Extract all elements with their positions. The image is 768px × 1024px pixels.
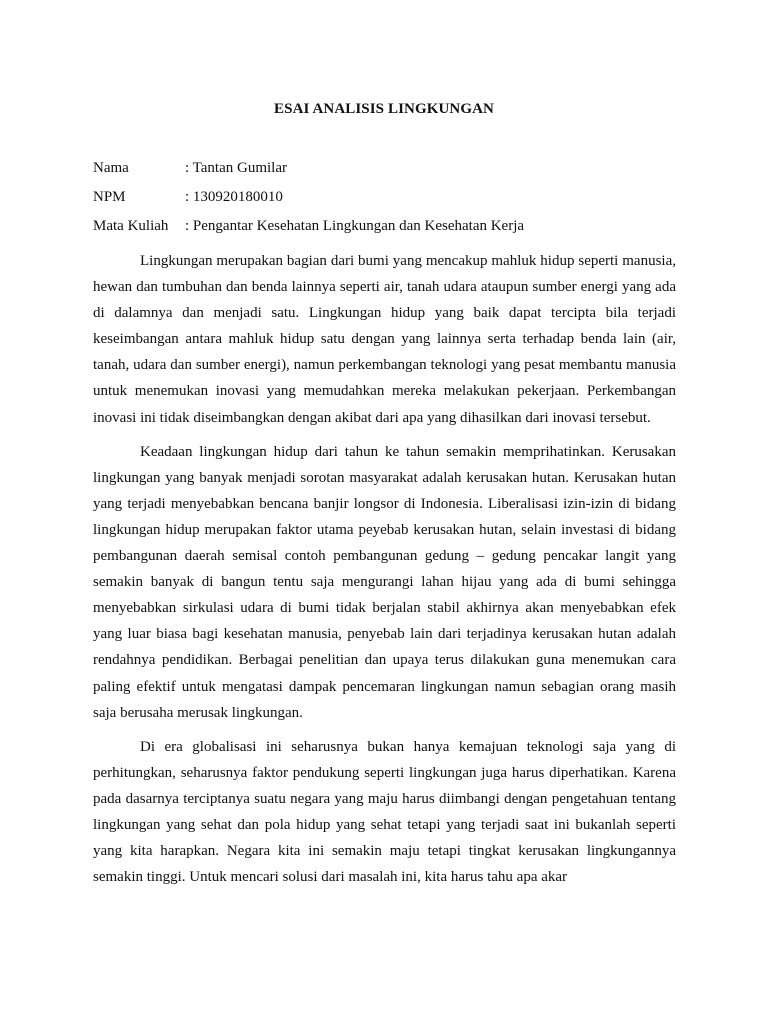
meta-value-name: : Tantan Gumilar: [185, 160, 287, 176]
essay-body: [93, 248, 676, 898]
meta-row-name: [93, 158, 683, 187]
meta-label-course: Mata Kuliah: [93, 218, 169, 234]
document-title: ESAI ANALISIS LINGKUNGAN: [274, 101, 494, 117]
paragraph-1: Lingkungan merupakan bagian dari bumi yang mencakup mahluk hidup seperti manusia, hewan dan tumbuhan dan benda lainnya seperti air, tanah udara ataupun sumber energi yang ada di dalamnya dan menjadi satu. Lingkungan hidup yang baik dapat tercipta bila terjadi keseimbangan antara mahluk hidup satu dengan yang lainnya serta terhadap benda lain (air, tanah, udara dan sumber energi), namun perkembangan teknologi yang pesat membantu manusia untuk menemukan inovasi yang memudahkan mereka melakukan pekerjaan. Perkembangan inovasi ini tidak diseimbangkan dengan akibat dari apa yang dihasilkan dari inovasi tersebut.: [93, 253, 676, 426]
meta-row-course: [93, 216, 683, 245]
meta-value-npm: : 130920180010: [185, 189, 283, 205]
meta-value-course: : Pengantar Kesehatan Lingkungan dan Kesehatan Kerja: [185, 218, 525, 234]
meta-label-npm: NPM: [93, 189, 126, 205]
paragraph-2: Keadaan lingkungan hidup dari tahun ke tahun semakin memprihatinkan. Kerusakan lingkungan yang banyak menjadi sorotan masyarakat adalah kerusakan hutan. Kerusakan hutan yang terjadi menyebabkan bencana banjir longsor di Indonesia. Liberalisasi izin-izin di bidang lingkungan hidup merupakan faktor utama peyebab kerusakan hutan, selain investasi di bidang pembangunan daerah semisal contoh pembangunan gedung – gedung pencakar langit yang semakin banyak di bangun tentu saja mengurangi lahan hijau yang ada di bumi sehingga menyebabkan sirkulasi udara di bumi tidak berjalan stabil akhirnya akan menyebabkan efek yang luar biasa bagi kesehatan manusia, penyebab lain dari terjadinya kerusakan hutan adalah rendahnya pendidikan. Berbagai penelitian dan upaya terus dilakukan guna menemukan cara paling efektif untuk mengatasi dampak pencemaran lingkungan namun sebagian orang masih saja berusaha merusak lingkungan.: [93, 443, 676, 721]
paragraph-3: Di era globalisasi ini seharusnya bukan hanya kemajuan teknologi saja yang di perhitungkan, seharusnya faktor pendukung seperti lingkungan juga harus diperhatikan. Karena pada dasarnya terciptanya suatu negara yang maju harus diimbangi dengan pengetahuan tentang lingkungan yang sehat dan pola hidup yang sehat tetapi yang terjadi saat ini bukanlah seperti yang kita harapkan. Negara kita ini semakin maju tetapi tingkat kerusakan lingkungannya semakin tinggi. Untuk mencari solusi dari masalah ini, kita harus tahu apa akar: [93, 738, 676, 886]
meta-label-name: Nama: [93, 160, 129, 176]
identity-block: [93, 158, 683, 245]
meta-row-npm: [93, 187, 683, 216]
